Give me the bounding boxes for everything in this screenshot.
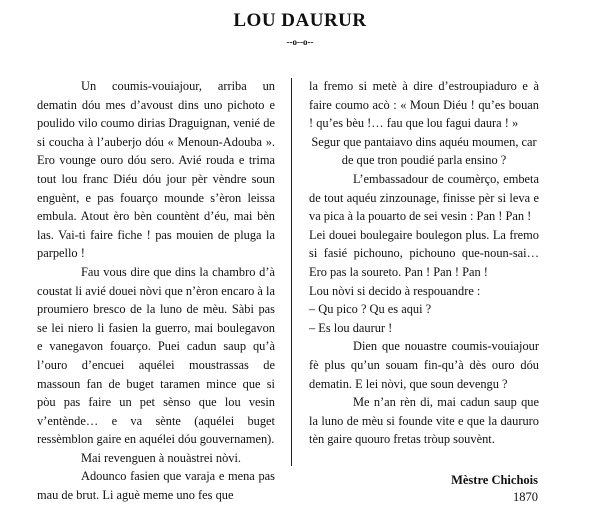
paragraph: Segur que pantaiavo dins aquéu moumen, car de que tron poudié parla ensino ? (311, 134, 537, 168)
paragraph: Un coumis-vouiajour, arriba un dematin dóu mes d’avoust dins uno pichoto e poulido vilo coumo dirias Draguignan, venié de si coucha à l’auberjo dóu « Menoun-Adouba ». Ero vounge ouro dóu sero. Avié rouda e trima tout lou franc Diéu dóu jour pèr vèndre soun enguènt, e pas fouarço mounde s’èron leissa embula. Atout èro bèn countènt d’éu, mai bèn las. Vai-ti faire fiche ! pas mouien de pluga la parpello ! (37, 79, 275, 261)
column-divider (291, 78, 292, 466)
dialogue-line: – Es lou daurur ! (309, 320, 393, 335)
dialogue-line: – Qu pico ? Qu es aqui ? (309, 302, 432, 317)
paragraph: Adounco fasien que varaja e mena pas mau de brut. Li aguè meme uno fes que (37, 469, 275, 503)
signature-year: 1870 (513, 490, 538, 504)
paragraph: Me n’an rèn di, mai cadun saup que la luno de mèu si founde vite e que la daururo tèn gaire quouro fretas tròup souvènt. (309, 395, 539, 447)
paragraph: Dien que nouastre coumis-vouiajour fè plus qu’un souam fin-qu’à dès ouro dóu dematin. E lei nòvi, que soun devengu ? (309, 339, 539, 391)
paragraph: Lei douei boulegaire boulegon plus. La fremo si fasié pichouno, pichouno que-noun-sai… Ero pas la soureto. Pan ! Pan ! Pan ! (309, 227, 539, 279)
page-title: LOU DAURUR (233, 10, 367, 31)
paragraph: L’embassadour de coumèrço, embeta de tout aquéu zinzounage, finisse pèr si leva e va pica à la pouarto de sei vesin : Pan ! Pan ! (309, 171, 539, 224)
right-column (309, 77, 539, 449)
left-column (37, 77, 275, 505)
author-signature: Mèstre Chichois (451, 473, 538, 487)
paragraph: Fau vous dire que dins la chambro d’à coustat li avié douei nòvi que n’èron encaro à la proumiero bresco de la luno de mèu. Sàbi pas se lei niero li fasien la guerro, mai boulegavon e vanegavon fouarço. Puei cadun saup qu’à l’ouro d’encuei aquélei moustrassas de massoun fan de buget taramen mince que si pòu pas faire un pet sènso que lou vesin v’entènde… e va sènte (aquélei buget ressèmblon gaire en aquélei dóu gouvernamen). (37, 264, 275, 447)
title-ornament: --o--o-- (286, 37, 314, 47)
paragraph: Mai revenguen à nouàstrei nòvi. (81, 450, 241, 465)
paragraph: la fremo si metè à dire d’estroupiaduro e à faire coumo acò : « Moun Diéu ! qu’es bouan ! qu’es bèu !… fau que lou fagui daura ! » (309, 79, 539, 131)
paragraph: Lou nòvi si decido à respouandre : (309, 283, 481, 298)
